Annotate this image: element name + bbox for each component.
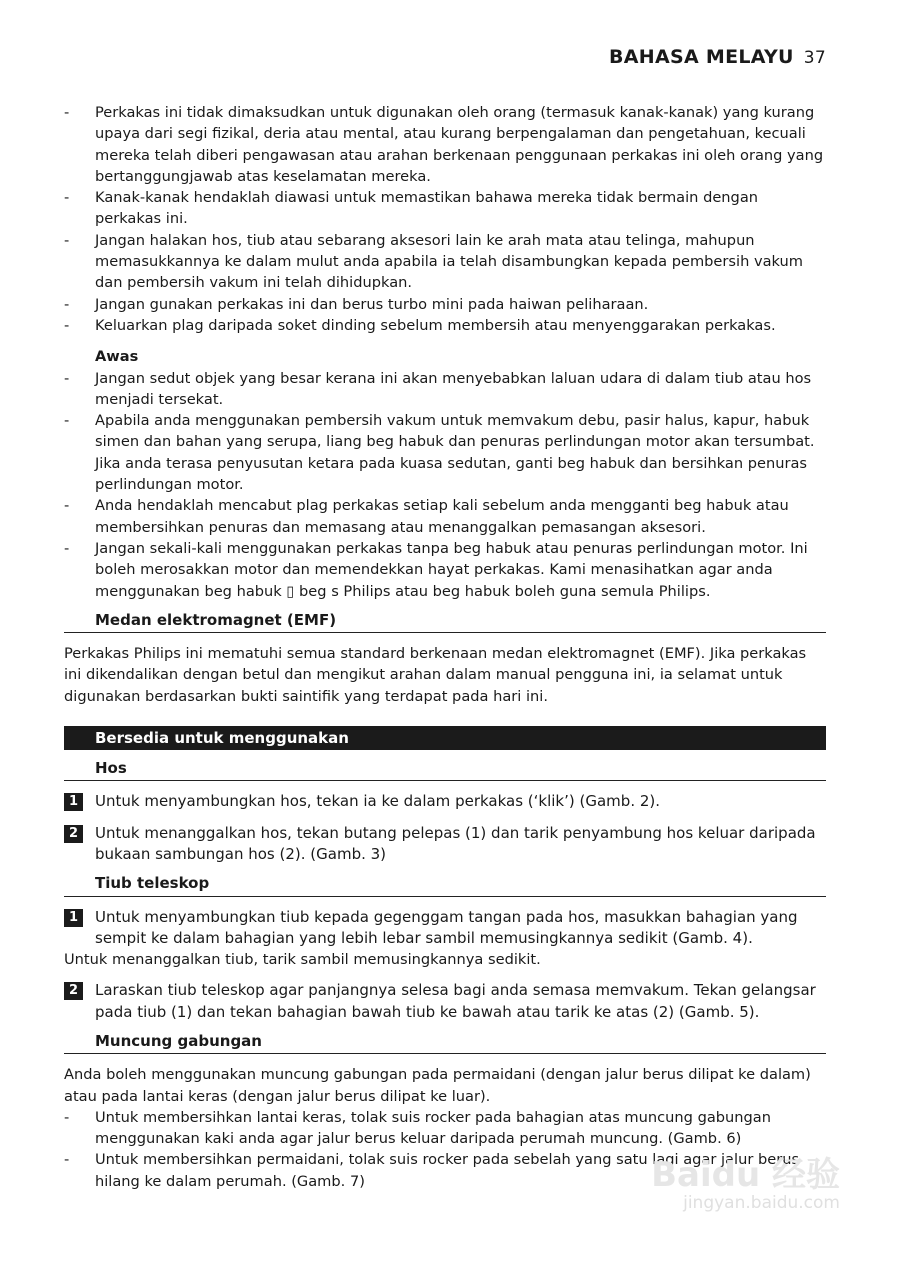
list-item: - Anda hendaklah mencabut plag perkakas setiap kali sebelum anda mengganti beg habuk atau membersihkan penuras dan memasang atau menanggalkan pemasangan aksesori.: [64, 495, 826, 538]
language-title: BAHASA MELAYU: [609, 46, 794, 68]
step-number-badge: 1: [64, 793, 83, 811]
section-title-bar: Bersedia untuk menggunakan: [64, 726, 826, 750]
step-text: Untuk menyambungkan tiub kepada gegenggam tangan pada hos, masukkan bahagian yang sempit ke dalam bahagian yang lebih lebar sambil memusingkannya sedikit (Gamb. 4).: [95, 907, 798, 947]
safety-list: [64, 102, 826, 336]
tiub-step-2: [64, 980, 826, 1023]
list-item: - Kanak-kanak hendaklah diawasi untuk memastikan bahawa mereka tidak bermain dengan perkakas ini.: [64, 187, 826, 230]
list-item: - Perkakas ini tidak dimaksudkan untuk digunakan oleh orang (termasuk kanak-kanak) yang kurang upaya dari segi fizikal, deria atau mental, atau kurang berpengalaman dan pengetahuan, kecuali mereka telah diberi pengawasan atau arahan berkenaan penggunaan perkakas ini oleh orang yang bertanggungjawab atas keselamatan mereka.: [64, 102, 826, 187]
emf-paragraph: Perkakas Philips ini mematuhi semua standard berkenaan medan elektromagnet (EMF). Jika perkakas ini dikendalikan dengan betul dan mengikut arahan dalam manual pengguna ini, ia selamat untuk digunakan berdasarkan bukti saintifik yang terdapat pada hari ini.: [64, 645, 807, 705]
tiub-step-1: [64, 907, 826, 950]
page-header: [609, 46, 826, 68]
step-text: Untuk menanggalkan hos, tekan butang pelepas (1) dan tarik penyambung hos keluar daripada bukaan sambungan hos (2). (Gamb. 3): [95, 823, 816, 863]
list-item: - Jangan sedut objek yang besar kerana ini akan menyebabkan laluan udara di dalam tiub atau hos menjadi tersekat.: [64, 368, 826, 411]
tiub-heading: Tiub teleskop: [64, 873, 826, 896]
step-number-badge: 2: [64, 982, 83, 1000]
list-item: - Jangan gunakan perkakas ini dan berus turbo mini pada haiwan peliharaan.: [64, 294, 826, 315]
page-number: 37: [803, 48, 826, 68]
baidu-watermark: [651, 1155, 840, 1214]
list-item: - Apabila anda menggunakan pembersih vakum untuk memvakum debu, pasir halus, kapur, habuk simen dan bahan yang serupa, liang beg habuk dan penuras perlindungan motor akan tersumbat. Jika anda terasa penyusutan ketara pada kuasa sedutan, ganti beg habuk dan bersihkan penuras perlindungan motor.: [64, 410, 826, 495]
step-number-badge: 1: [64, 909, 83, 927]
step-text: Laraskan tiub teleskop agar panjangnya selesa bagi anda semasa memvakum. Tekan gelangsar pada tiub (1) dan tekan bahagian bawah tiub ke bawah atau tarik ke atas (2) (Gamb. 5).: [95, 981, 816, 1021]
hos-step-2: [64, 823, 826, 866]
hos-heading: Hos: [64, 758, 826, 781]
list-item: - Untuk membersihkan permaidani, tolak suis rocker pada sebelah yang satu lagi agar jalur berus hilang ke dalam perumah. (Gamb. 7): [64, 1149, 826, 1192]
list-item: - Untuk membersihkan lantai keras, tolak suis rocker pada bahagian atas muncung gabungan menggunakan kaki anda agar jalur berus keluar daripada perumah muncung. (Gamb. 6): [64, 1107, 826, 1150]
tiub-note: Untuk menanggalkan tiub, tarik sambil memusingkannya sedikit.: [64, 951, 541, 969]
hos-step-1: [64, 791, 826, 812]
watermark-url: jingyan.baidu.com: [683, 1193, 840, 1213]
step-text: Untuk menyambungkan hos, tekan ia ke dalam perkakas (‘klik’) (Gamb. 2).: [95, 792, 661, 811]
muncung-heading: Muncung gabungan: [64, 1031, 826, 1054]
emf-heading: Medan elektromagnet (EMF): [64, 610, 826, 633]
list-item: - Jangan halakan hos, tiub atau sebarang aksesori lain ke arah mata atau telinga, mahupun memasukkannya ke dalam mulut anda apabila ia telah disambungkan kepada pembersih vakum dan pembersih vakum ini telah dihidupkan.: [64, 230, 826, 294]
muncung-paragraph: Anda boleh menggunakan muncung gabungan pada permaidani (dengan jalur berus dilipat ke dalam) atau pada lantai keras (dengan jalur berus dilipat ke luar).: [64, 1066, 811, 1105]
list-item: - Jangan sekali-kali menggunakan perkakas tanpa beg habuk atau penuras perlindungan motor. Ini boleh merosakkan motor dan memendekkan hayat perkakas. Kami menasihatkan agar anda menggunakan beg habuk ▯ beg s Philips atau beg habuk boleh guna semula Philips.: [64, 538, 826, 602]
step-number-badge: 2: [64, 825, 83, 843]
awas-list: [64, 368, 826, 602]
watermark-brand: Baidu 经验: [651, 1155, 840, 1195]
awas-heading: Awas: [95, 348, 139, 366]
page-content: [64, 102, 826, 1192]
list-item: - Keluarkan plag daripada soket dinding sebelum membersih atau menyenggarakan perkakas.: [64, 315, 826, 336]
